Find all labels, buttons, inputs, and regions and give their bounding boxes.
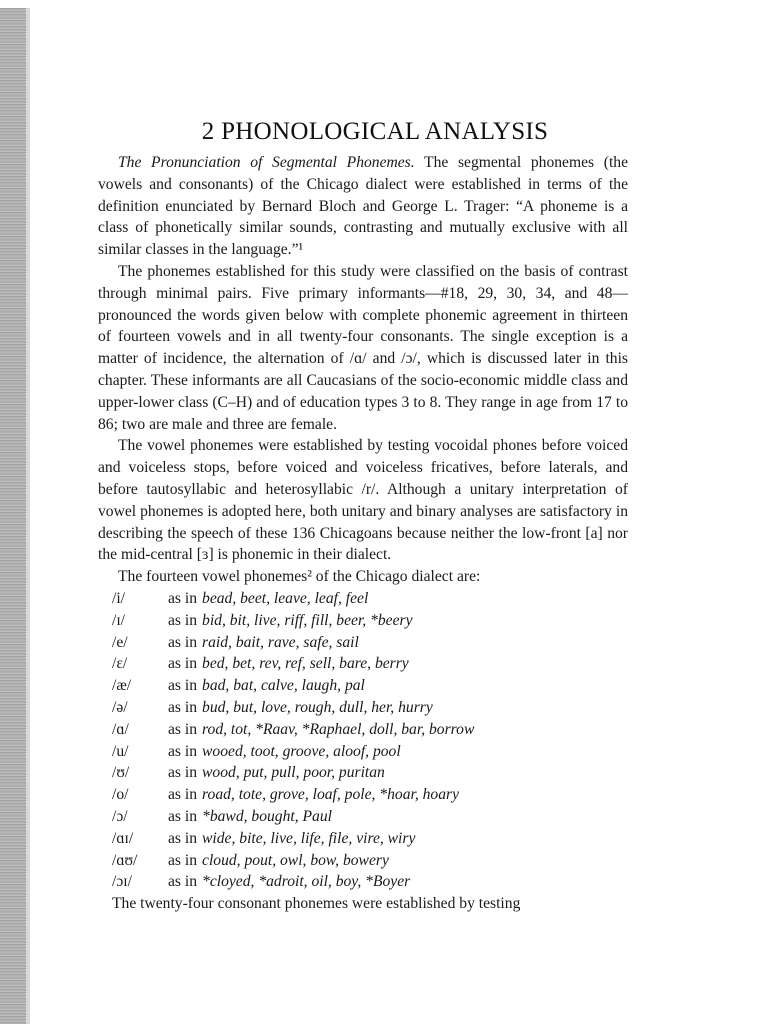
as-in-label: as in [168,611,198,629]
vowel-examples: bed, bet, rev, ref, sell, bare, berry [202,655,409,673]
vowel-row [98,871,628,893]
vowel-phoneme-list [98,588,628,893]
vowel-examples: bid, bit, live, riff, fill, beer, *beery [202,611,413,629]
vowel-symbol: /i/ [112,589,125,607]
vowel-symbol: /e/ [112,633,128,651]
as-in-label: as in [168,655,198,673]
vowel-examples: *bawd, bought, Paul [202,807,332,825]
chapter-title: 2 PHONOLOGICAL ANALYSIS [201,118,549,145]
vowel-examples: bud, but, love, rough, dull, her, hurry [202,698,433,716]
page-binding-shadow [26,8,30,1024]
section-heading: The Pronunciation of Segmental Phonemes. [118,154,415,171]
vowel-examples: cloud, pout, owl, bow, bowery [202,851,389,869]
as-in-label: as in [168,873,198,891]
vowel-row [98,806,628,828]
closing-line: The twenty-four consonant phonemes were established by testing [112,895,521,913]
vowel-examples: road, tote, grove, loaf, pole, *hoar, hoary [202,786,460,804]
vowel-row [98,610,628,632]
page-binding-edge [0,8,26,1024]
vowel-symbol: /ʊ/ [112,764,130,782]
page-content [98,118,628,915]
vowel-row [98,675,628,697]
vowel-examples: rod, tot, *Raav, *Raphael, doll, bar, borrow [202,720,475,738]
vowel-row [98,784,628,806]
as-in-label: as in [168,764,198,782]
vowel-row [98,632,628,654]
paragraph-2: The phonemes established for this study were classified on the basis of contrast through minimal pairs. Five primary informants—#18, 29, 30, 34, and 48—pronounced the words given below with complete phonemic agreement in thirteen of fourteen vowels and in all twenty-four consonants. The single exception is a matter of incidence, the alternation of /ɑ/ and /ɔ/, which is discussed later in this chapter. These informants are all Caucasians of the socio-economic middle class and upper-lower class (C–H) and of education types 3 to 8. They range in age from 17 to 86; two are male and three are female. [98,262,628,433]
vowel-symbol: /ɛ/ [112,655,128,673]
vowel-examples: bead, beet, leave, leaf, feel [202,589,369,607]
vowel-symbol: /ɔɪ/ [112,873,132,891]
as-in-label: as in [168,851,198,869]
paragraph-3: The vowel phonemes were established by testing vocoidal phones before voiced and voiceless stops, before voiced and voiceless fricatives, before laterals, and before tautosyllabic and heterosyllabic /r/. Although a unitary interpretation of vowel phonemes is adopted here, both unitary and binary analyses are satisfactory in describing the speech of these 136 Chicagoans because neither the low-front [a] nor the mid-central [ɜ] is phonemic in their dialect. [98,437,628,564]
vowel-row [98,653,628,675]
vowel-examples: wide, bite, live, life, file, vire, wiry [202,829,416,847]
as-in-label: as in [168,742,198,760]
vowel-row [98,697,628,719]
vowel-symbol: /ɑɪ/ [112,829,134,847]
as-in-label: as in [168,720,198,738]
vowel-examples: wooed, toot, groove, aloof, pool [202,742,401,760]
as-in-label: as in [168,633,198,651]
vowel-row [98,588,628,610]
vowel-symbol: /ə/ [112,698,128,716]
vowel-row [98,762,628,784]
vowel-row [98,850,628,872]
as-in-label: as in [168,677,198,695]
vowel-row [98,719,628,741]
vowel-examples: wood, put, pull, poor, puritan [202,764,385,782]
as-in-label: as in [168,786,198,804]
vowel-symbol: /u/ [112,742,129,760]
vowel-symbol: /æ/ [112,677,132,695]
paragraph-1 [98,152,628,261]
vowel-row [98,741,628,763]
paragraph-1-text: The segmental phonemes (the vowels and consonants) of the Chicago dialect were established in terms of the definition enunciated by Bernard Bloch and George L. Trager: “A phoneme is a class of phonetically similar sounds, contrasting and mutually exclusive with all similar classes in the language.”¹ [98,154,628,259]
as-in-label: as in [168,829,198,847]
as-in-label: as in [168,589,198,607]
vowel-examples: *cloyed, *adroit, oil, boy, *Boyer [202,873,411,891]
as-in-label: as in [168,698,198,716]
vowel-examples: bad, bat, calve, laugh, pal [202,677,365,695]
vowel-symbol: /ɔ/ [112,807,128,825]
vowel-symbol: /ɑʊ/ [112,851,138,869]
vowel-symbol: /ɪ/ [112,611,125,629]
vowel-symbol: /ɑ/ [112,720,129,738]
as-in-label: as in [168,807,198,825]
vowel-examples: raid, bait, rave, safe, sail [202,633,359,651]
paragraph-4: The fourteen vowel phonemes² of the Chicago dialect are: [118,568,481,586]
vowel-row [98,828,628,850]
vowel-symbol: /o/ [112,786,129,804]
